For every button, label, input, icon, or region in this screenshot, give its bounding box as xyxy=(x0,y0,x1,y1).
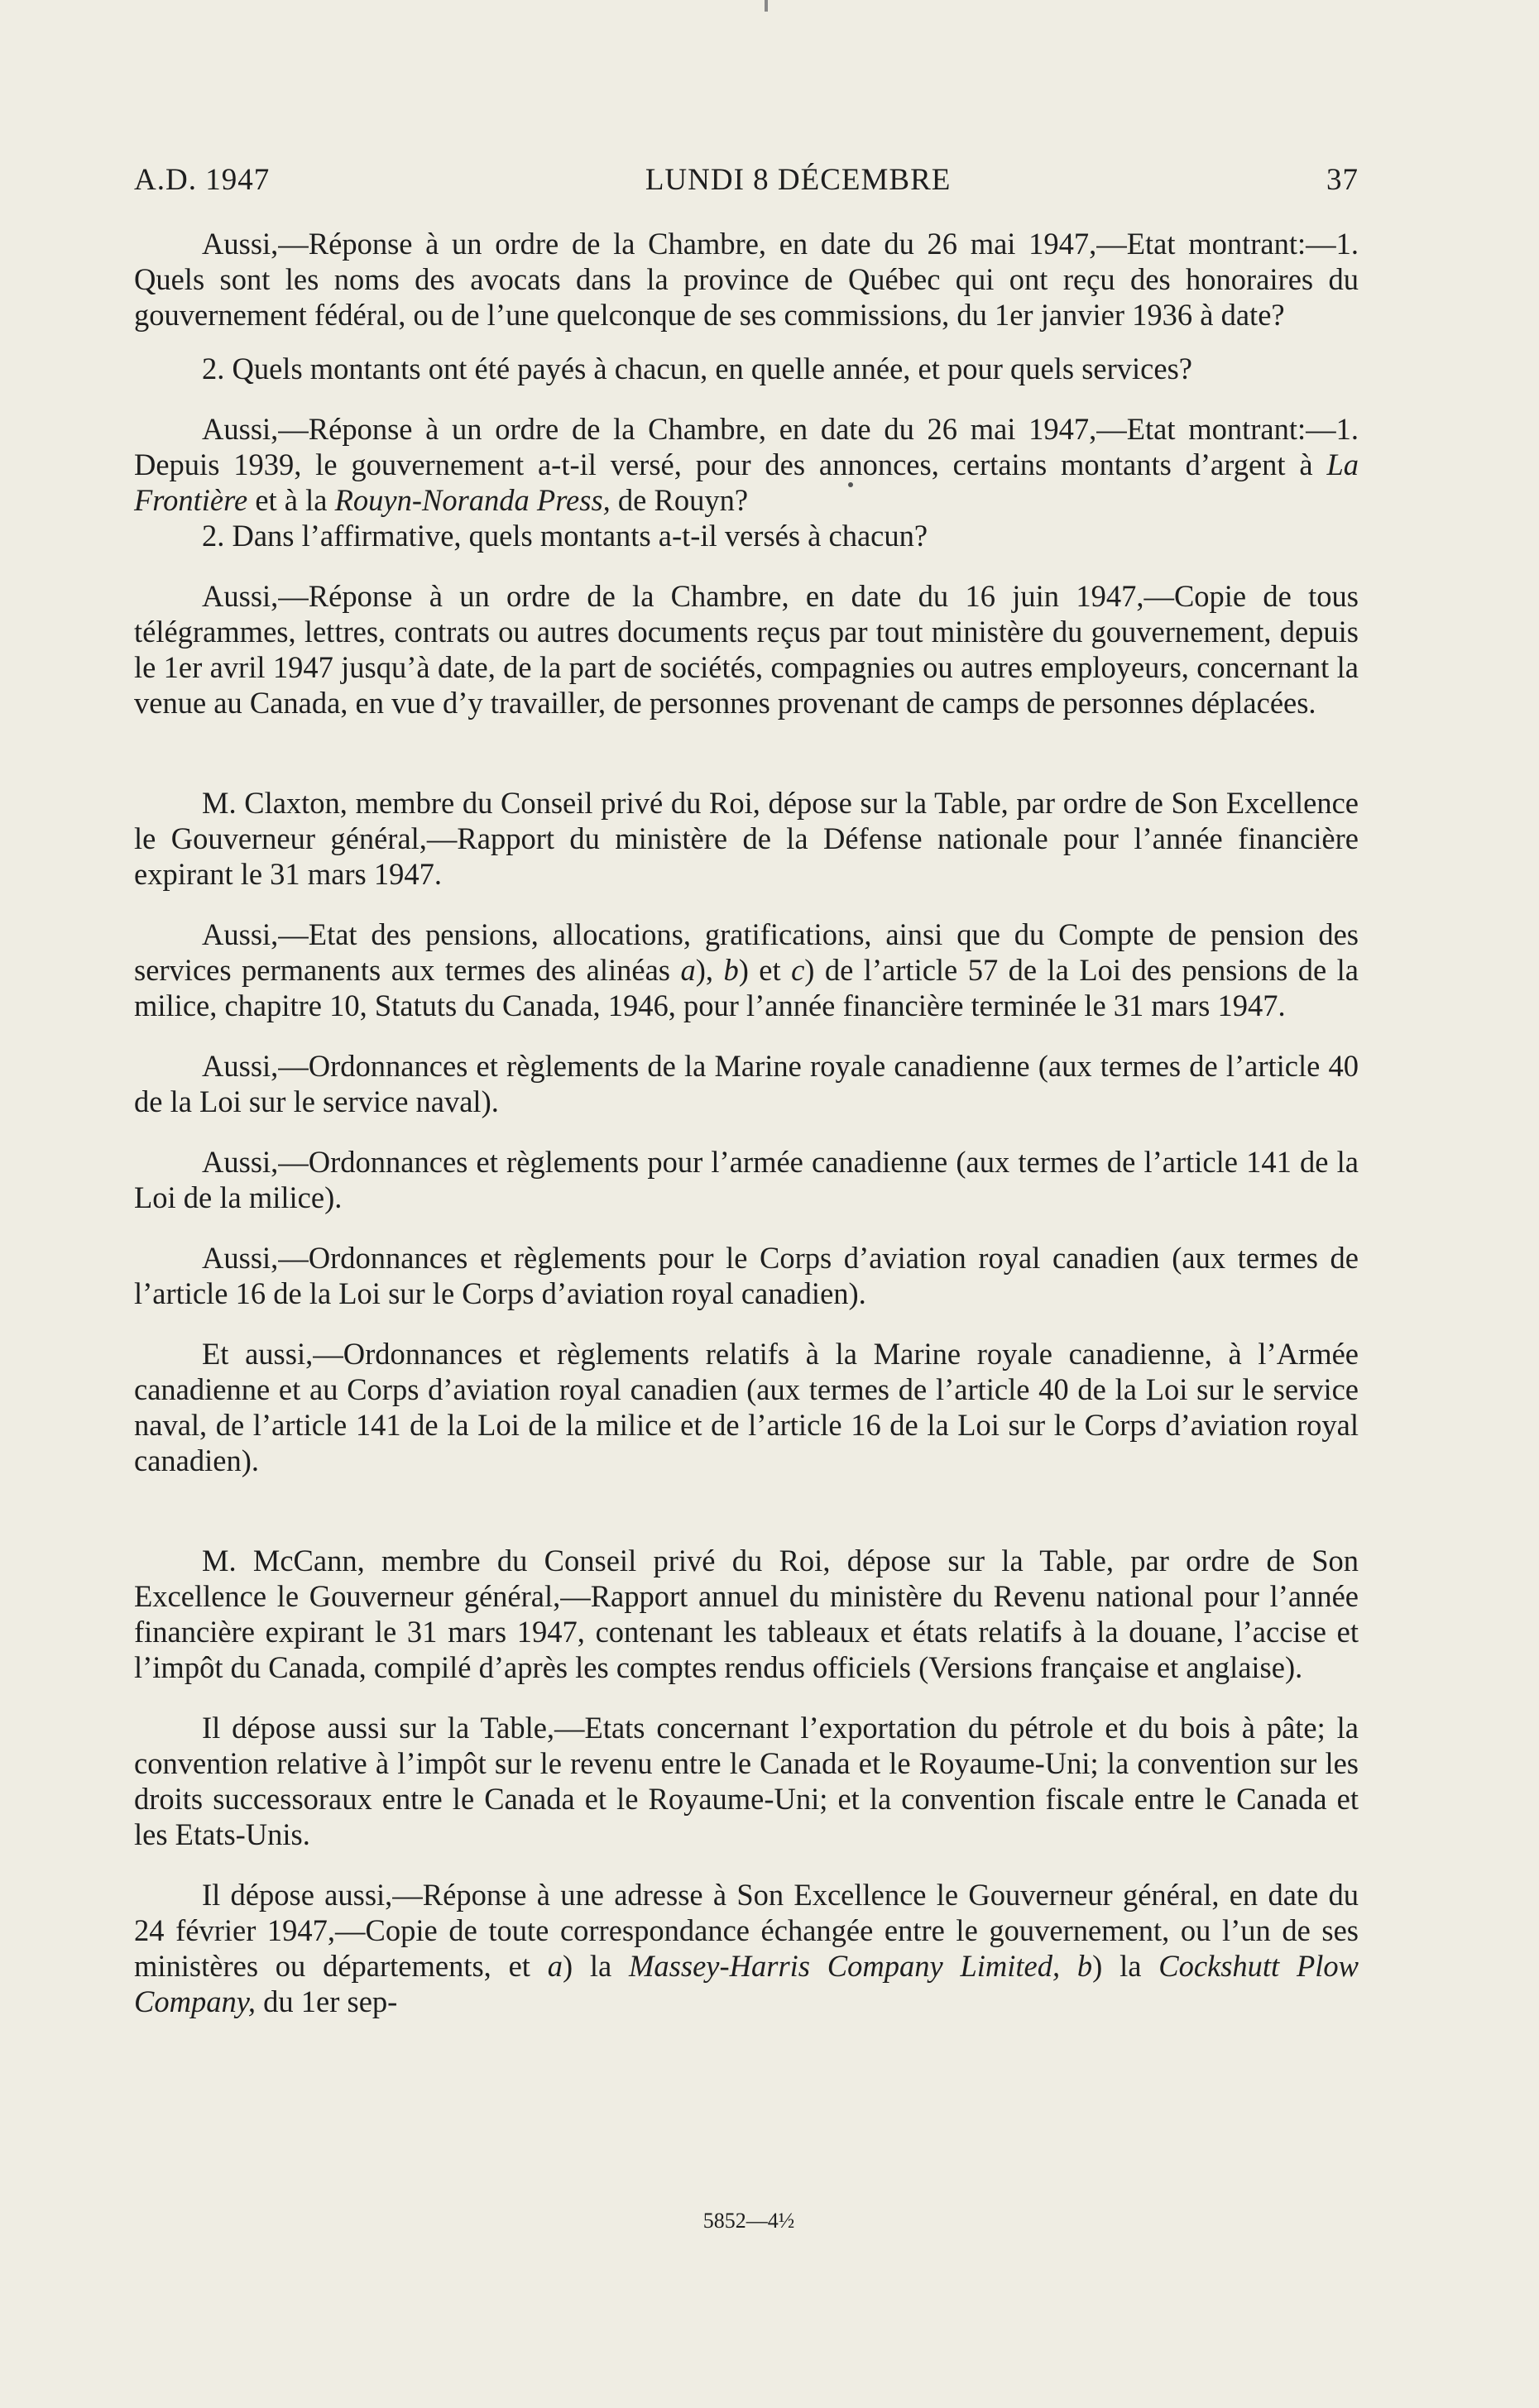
italic-letter: a xyxy=(547,1949,563,1983)
body-text xyxy=(134,226,1359,2019)
paragraph xyxy=(134,917,1359,1023)
ink-speck xyxy=(848,482,853,487)
text-run: ) de l’article 57 de la Loi des pensions de la milice, chapitre 10, Statuts du Canada, 1946, pour l’année financière terminée le 31 mars 1947. xyxy=(134,953,1359,1022)
paragraph xyxy=(134,1877,1359,2019)
text-run: et à la xyxy=(247,483,335,517)
italic-company: Cockshutt Plow Company, xyxy=(134,1949,1359,2018)
paragraph: Aussi,—Réponse à un ordre de la Chambre, en date du 16 juin 1947,—Copie de tous télégrammes, lettres, contrats ou autres documents reçus par tout ministère du gouvernement, depuis le 1er avril 1947 jusqu’à date, de la part de sociétés, compagnies ou autres employeurs, concernant la venue au Canada, en vue d’y travailler, de personnes provenant de camps de personnes déplacées. xyxy=(134,579,1359,720)
paragraph: Il dépose aussi sur la Table,—Etats concernant l’exportation du pétrole et du bois à pâte; la convention relative à l’impôt sur le revenu entre le Canada et le Royaume-Uni; la convention sur les droits successoraux entre le Canada et le Royaume-Uni; et la convention fiscale entre le Canada et les Etats-Unis. xyxy=(134,1711,1359,1851)
text-run: de Rouyn? xyxy=(610,483,749,517)
paragraph: Aussi,—Ordonnances et règlements de la Marine royale canadienne (aux termes de l’article 40 de la Loi sur le service naval). xyxy=(134,1049,1359,1118)
text-run: Aussi,—Réponse à un ordre de la Chambre, en date du 26 mai 1947,—Etat montrant:—1. Depuis 1939, le gouvernement a-t-il versé, pour des annonces, certains montants d’argent à xyxy=(134,412,1359,481)
italic-title: La Frontière xyxy=(134,448,1359,517)
paragraph xyxy=(134,411,1359,518)
italic-letter: c xyxy=(791,953,805,987)
text-run: ) et xyxy=(738,953,792,987)
paragraph: 2. Dans l’affirmative, quels montants a-t-il versés à chacun? xyxy=(202,519,928,553)
text-run: Aussi,—Etat des pensions, allocations, gratifications, ainsi que du Compte de pension des services permanents aux termes des alinéas xyxy=(134,917,1359,987)
running-header xyxy=(134,162,1359,198)
text-run: Il dépose aussi,—Réponse à une adresse à Son Excellence le Gouverneur général, en date du 24 février 1947,—Copie de toute correspondance échangée entre le gouvernement, ou l’un de ses ministères ou départements, et xyxy=(134,1878,1359,1983)
paragraph: Aussi,—Ordonnances et règlements pour l’armée canadienne (aux termes de l’article 141 de la Loi de la milice). xyxy=(134,1145,1359,1214)
italic-letter: b xyxy=(723,953,739,987)
text-run: ) la xyxy=(562,1949,630,1983)
header-year: A.D. 1947 xyxy=(134,163,271,197)
paragraph: 2. Quels montants ont été payés à chacun, en quelle année, et pour quels services? xyxy=(202,352,1192,385)
paragraph: M. Claxton, membre du Conseil privé du Roi, dépose sur la Table, par ordre de Son Excellence le Gouverneur général,—Rapport du ministère de la Défense nationale pour l’année financière expirant le 31 mars 1947. xyxy=(134,786,1359,891)
text-run: ) la xyxy=(1092,1949,1159,1983)
paragraph: Aussi,—Réponse à un ordre de la Chambre, en date du 26 mai 1947,—Etat montrant:—1. Quels sont les noms des avocats dans la province de Québec qui ont reçu des honoraires du gouvernement fédéral, ou de l’une quelconque de ses commissions, du 1er janvier 1936 à date? xyxy=(134,227,1359,332)
signature-mark: 5852—4½ xyxy=(702,2209,795,2233)
paragraph: Et aussi,—Ordonnances et règlements relatifs à la Marine royale canadienne, à l’Armée canadienne et au Corps d’aviation royal canadien (aux termes de l’article 40 de la Loi sur le service naval, de l’article 141 de la Loi de la milice et de l’article 16 de la Loi sur le Corps d’aviation royal canadien). xyxy=(134,1337,1359,1477)
paragraph: Aussi,—Ordonnances et règlements pour le Corps d’aviation royal canadien (aux termes de l’article 16 de la Loi sur le Corps d’aviation royal canadien). xyxy=(134,1241,1359,1310)
italic-letter: a xyxy=(680,953,696,987)
page-mark xyxy=(765,0,768,12)
italic-title: Rouyn-Noranda Press, xyxy=(334,483,611,517)
header-date: LUNDI 8 DÉCEMBRE xyxy=(645,163,952,197)
italic-company: Massey-Harris Company Limited, b xyxy=(629,1949,1093,1983)
text-run: ), xyxy=(695,953,724,987)
page xyxy=(134,162,1359,2019)
text-run: du 1er sep- xyxy=(256,1984,398,2018)
header-page-number: 37 xyxy=(1326,163,1359,197)
paragraph: M. McCann, membre du Conseil privé du Roi, dépose sur la Table, par ordre de Son Excellence le Gouverneur général,—Rapport annuel du ministère du Revenu national pour l’année financière expirant le 31 mars 1947, contenant les tableaux et états relatifs à la douane, l’accise et l’impôt du Canada, compilé d’après les comptes rendus officiels (Versions française et anglaise). xyxy=(134,1544,1359,1684)
